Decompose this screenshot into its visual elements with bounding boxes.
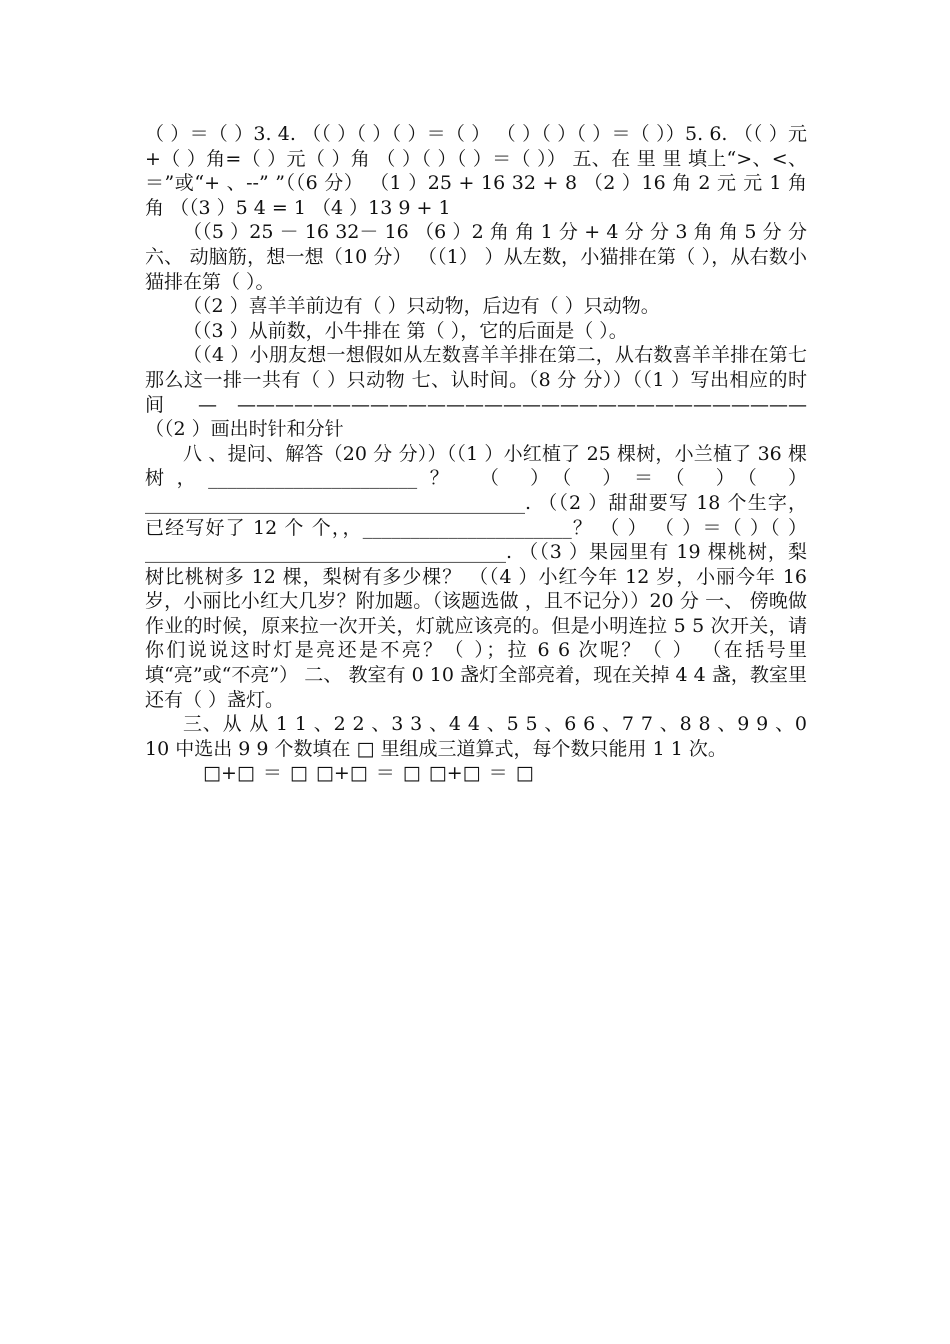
paragraph-bonus-three: 三、从 从 1 1 、2 2 、3 3 、4 4 、5 5 、6 6 、7 7 、8 8 、9 9 、0 10 中选出 9 9 个数填在 □ 里组成三道算式，每个数只能用 1 1 次。	[145, 713, 807, 760]
paragraph-question-3: （（3 ）从前数，小牛排在 第（ ），它的后面是（ ）。	[183, 319, 628, 342]
paragraph-question-4-and-section-seven: （（4 ）小朋友想一想假如从左数喜羊羊排在第二，从右数喜羊羊排在第七那么这一排一共有（ ）只动物 七、认时间。（8 分 分））（（1 ）写出相应的时间 — —————————————————————————————— （（2 ）画出时针和分针	[145, 344, 807, 441]
box-equations: □+□ ＝ □ □+□ ＝ □ □+□ ＝ □	[203, 762, 534, 785]
paragraph-fill-blanks-and-section-five: （ ）＝（ ）3. 4. （（ ）（ ）（ ）＝（ ） （ ）（ ）（ ）＝（ ））5. 6. （（ ）元+（ ）角=（ ）元（ ）角 （ ）（ ）（ ）＝（ ）） 五、在 里 里 填上“>、<、＝”或“+ 、--” ”（（6 分） （1 ）25 + 16 32 + 8 （2 ）16 角 2 元 元 1 角 角 （（3 ）5 4 = 1 （4 ）13 9 + 1	[145, 123, 807, 219]
paragraph-section-eight-and-bonus: 八 、提问、解答（20 分 分））（（1 ）小红植了 25 棵树，小兰植了 36 棵树，______________________？ （ ）（ ）＝（ ）（ ） ________________________________________. （（2 ）甜甜要写 18 个生字，已经写好了 12 个 个，，______________________？ （ ） （ ）＝（ ）（ ） ______________________________________. （（3 ）果园里有 19 棵桃树，梨树比桃树多 12 棵，梨树有多少棵？ （（4 ）小红今年 12 岁，小丽今年 16 岁，小丽比小红大几岁？附加题。（该题选做 ，且不记分））20 分 一、 傍晚做作业的时候，原来拉一次开关，灯就应该亮的。但是小明连拉 5 5 次开关，请你们说说这时灯是亮还是不亮？（ ）；拉 6 6 次呢？（ ） （在括号里填“亮”或“不亮”） 二、 教室有 0 10 盏灯全部亮着，现在关掉 4 4 盏，教室里还有（ ）盏灯。	[145, 442, 807, 711]
paragraph-question-2: （（2 ）喜羊羊前边有（ ）只动物，后边有（ ）只动物。	[183, 295, 660, 318]
document-body	[145, 122, 807, 786]
paragraph-section-six: （（5 ）25 － 16 32－ 16 （6 ）2 角 角 1 分 + 4 分 分 3 角 角 5 分 分 六、 动脑筋，想一想（10 分） （（1） ）从左数，小猫排在第（ ），从右数小猫排在第（ ）。	[145, 221, 807, 293]
